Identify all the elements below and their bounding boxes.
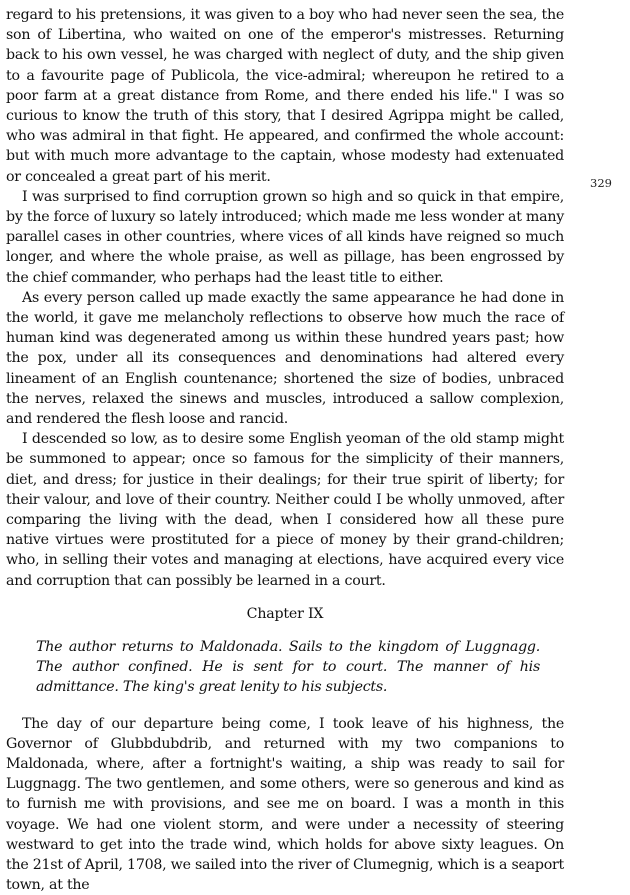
paragraph-departure: The day of our departure being come, I took leave of his highness, the Governor of Glubbdubdrib, and returned with my two companions to Maldonada, where, after a fortnight's waiting, a ship was ready to sail for Luggnagg. The two gentlemen, and some others, were so generous and kind as to furnish me with provisions, and see me on board. I was a month in this voyage. We had one violent storm, and were under a necessity of steering westward to get into the trade wind, which holds for above sixty leagues. On the 21st of April, 1708, we sailed into the river of Clumegnig, which is a seaport town, at the: [6, 714, 564, 895]
book-page: [6, 5, 564, 895]
paragraph-corruption: I was surprised to find corruption grown so high and so quick in that empire, by the force of luxury so lately introduced; which made me less wonder at many parallel cases in other countries, where vices of all kinds have reigned so much longer, and where the whole praise, as well as pillage, has been engrossed by the chief commander, who perhaps had the least title to either.: [6, 187, 564, 288]
chapter-synopsis: The author returns to Maldonada. Sails to the kingdom of Luggnagg. The author confined. He is sent for to court. The manner of his admittance. The king's great lenity to his subjects.: [36, 637, 540, 698]
page-number: 329: [590, 176, 612, 190]
paragraph-continued: regard to his pretensions, it was given to a boy who had never seen the sea, the son of Libertina, who waited on one of the emperor's mistresses. Returning back to his own vessel, he was charged with neglect of duty, and the ship given to a favourite page of Publicola, the vice-admiral; whereupon he retired to a poor farm at a great distance from Rome, and there ended his life." I was so curious to know the truth of this story, that I desired Agrippa might be called, who was admiral in that fight. He appeared, and confirmed the whole account: but with much more advantage to the captain, whose modesty had extenuated or concealed a great part of his merit.: [6, 5, 564, 187]
paragraph-degeneration: As every person called up made exactly the same appearance he had done in the world, it gave me melancholy reflections to observe how much the race of human kind was degenerated among us within these hundred years past; how the pox, under all its consequences and denominations had altered every lineament of an English countenance; shortened the size of bodies, unbraced the nerves, relaxed the sinews and muscles, introduced a sallow complexion, and rendered the flesh loose and rancid.: [6, 288, 564, 429]
chapter-heading: Chapter IX: [6, 604, 564, 624]
paragraph-yeoman: I descended so low, as to desire some English yeoman of the old stamp might be summoned to appear; once so famous for the simplicity of their manners, diet, and dress; for justice in their dealings; for their true spirit of liberty; for their valour, and love of their country. Neither could I be wholly unmoved, after comparing the living with the dead, when I considered how all these pure native virtues were prostituted for a piece of money by their grand-children; who, in selling their votes and managing at elections, have acquired every vice and corruption that can possibly be learned in a court.: [6, 429, 564, 591]
